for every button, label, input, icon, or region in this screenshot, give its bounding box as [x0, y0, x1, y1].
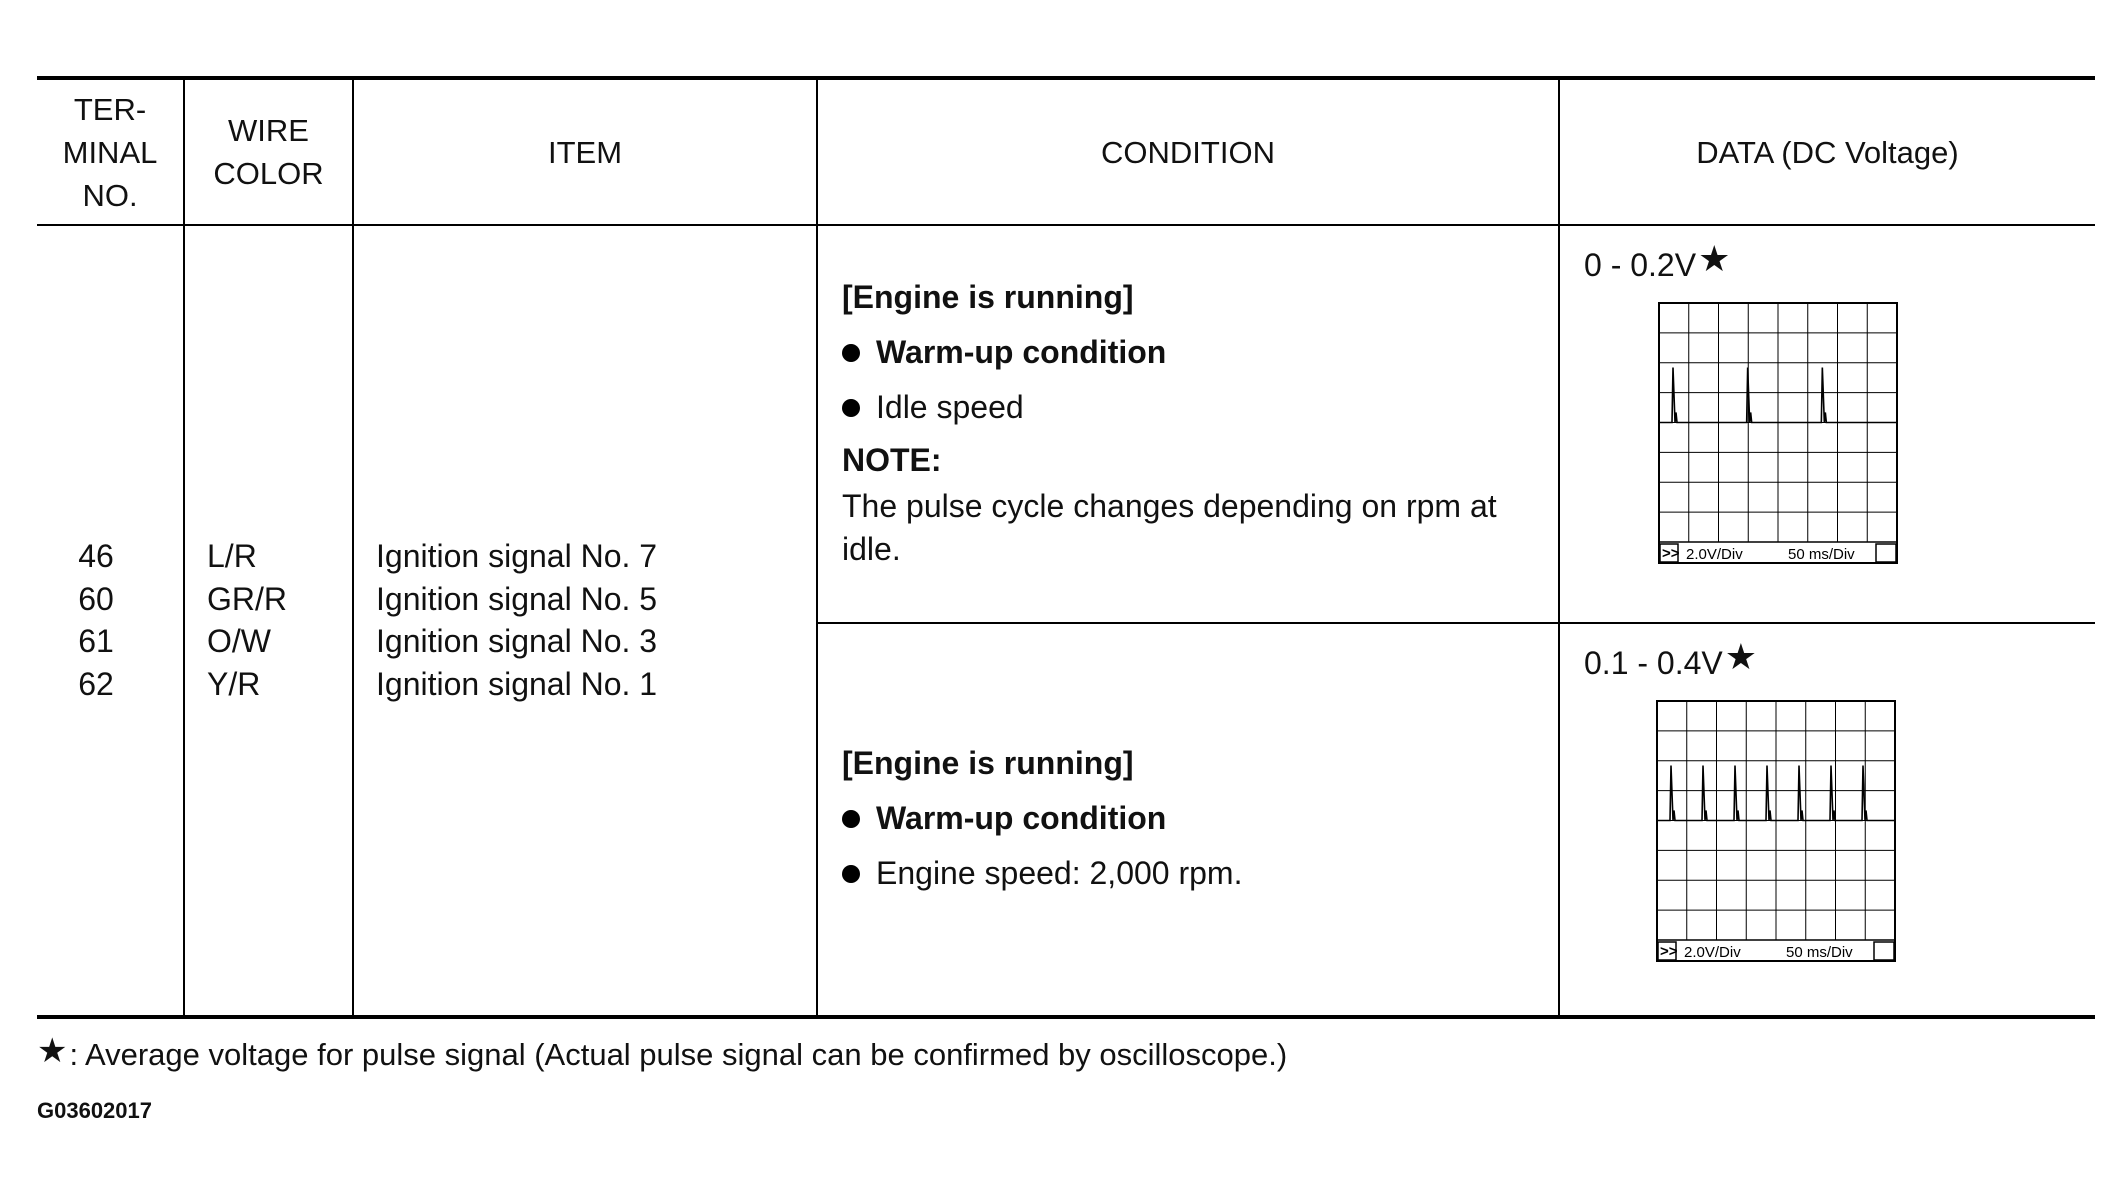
table-bottom-rule: [37, 1015, 2095, 1019]
bullet-icon: [842, 810, 860, 828]
terminal-list: [78, 535, 114, 705]
terminal-no: 60: [78, 580, 114, 617]
scope-time-per-div: 50 ms/Div: [1788, 546, 1855, 563]
scope-corner-box: [1876, 544, 1896, 562]
item-name: Ignition signal No. 5: [376, 580, 658, 617]
bullet-icon: [842, 344, 860, 362]
star-icon: ★: [37, 1032, 68, 1070]
wire-color-list: [207, 535, 287, 705]
star-icon: ★: [1724, 636, 1758, 677]
scope-volts-per-div: 2.0V/Div: [1684, 944, 1741, 961]
note-text: The pulse cycle changes depending on rpm at idle.: [842, 488, 1497, 567]
item-name: Ignition signal No. 3: [376, 623, 658, 659]
wire-color: O/W: [207, 623, 271, 659]
header-data: DATA (DC Voltage): [1696, 134, 1959, 170]
wire-color: Y/R: [207, 665, 261, 702]
header-terminal-line: NO.: [82, 177, 138, 213]
header-terminal-no: [37, 80, 183, 224]
condition-divider: [818, 622, 2095, 624]
wire-color: GR/R: [207, 580, 287, 617]
item-list: [376, 535, 657, 705]
voltage-value: 0 - 0.2V ★: [1584, 238, 1731, 283]
scope-prefix: >>: [1660, 943, 1678, 960]
header-item: ITEM: [547, 134, 623, 170]
scope-screen: [1656, 700, 1896, 962]
header-terminal-line: TER-: [73, 91, 147, 127]
condition-heading: [Engine is running]: [842, 279, 1134, 315]
figure-code: G03602017: [37, 1098, 152, 1123]
bullet-icon: [842, 865, 860, 883]
item-name: Ignition signal No. 1: [376, 665, 658, 702]
condition-idle: [842, 270, 1582, 571]
scope-screen: [1658, 302, 1898, 564]
oscilloscope-waveform: [1658, 302, 1898, 564]
header-terminal-line: MINAL: [62, 134, 158, 170]
scope-volts-per-div: 2.0V/Div: [1686, 546, 1743, 563]
condition-bullet: Warm-up condition: [842, 325, 1582, 380]
header-wire-color: [185, 80, 352, 224]
terminal-no: 46: [78, 538, 114, 574]
condition-heading: [Engine is running]: [842, 745, 1134, 781]
table-header-rule: [37, 224, 2095, 226]
oscilloscope-waveform: [1656, 700, 1896, 962]
header-wire-line: COLOR: [213, 156, 324, 191]
condition-bullet: Warm-up condition: [842, 791, 1242, 846]
note-label: NOTE:: [842, 442, 942, 478]
bullet-icon: [842, 399, 860, 417]
footnote: ★ : Average voltage for pulse signal (Actual pulse signal can be confirmed by oscilloscope.): [37, 1032, 1288, 1072]
item-name: Ignition signal No. 7: [376, 538, 658, 574]
star-icon: ★: [1698, 238, 1731, 279]
scope-prefix: >>: [1662, 545, 1680, 562]
condition-bullet: Idle speed: [842, 380, 1582, 435]
terminal-no: 62: [78, 665, 114, 702]
header-condition: CONDITION: [1101, 134, 1275, 170]
header-wire-line: WIRE: [228, 113, 309, 148]
terminal-no: 61: [78, 623, 114, 659]
wire-color: L/R: [207, 538, 257, 574]
voltage-value: 0.1 - 0.4V ★: [1584, 636, 1758, 681]
condition-bullet: Engine speed: 2,000 rpm.: [842, 846, 1242, 901]
scope-corner-box: [1874, 942, 1894, 960]
condition-2000rpm: [842, 736, 1242, 901]
scope-time-per-div: 50 ms/Div: [1786, 944, 1853, 961]
